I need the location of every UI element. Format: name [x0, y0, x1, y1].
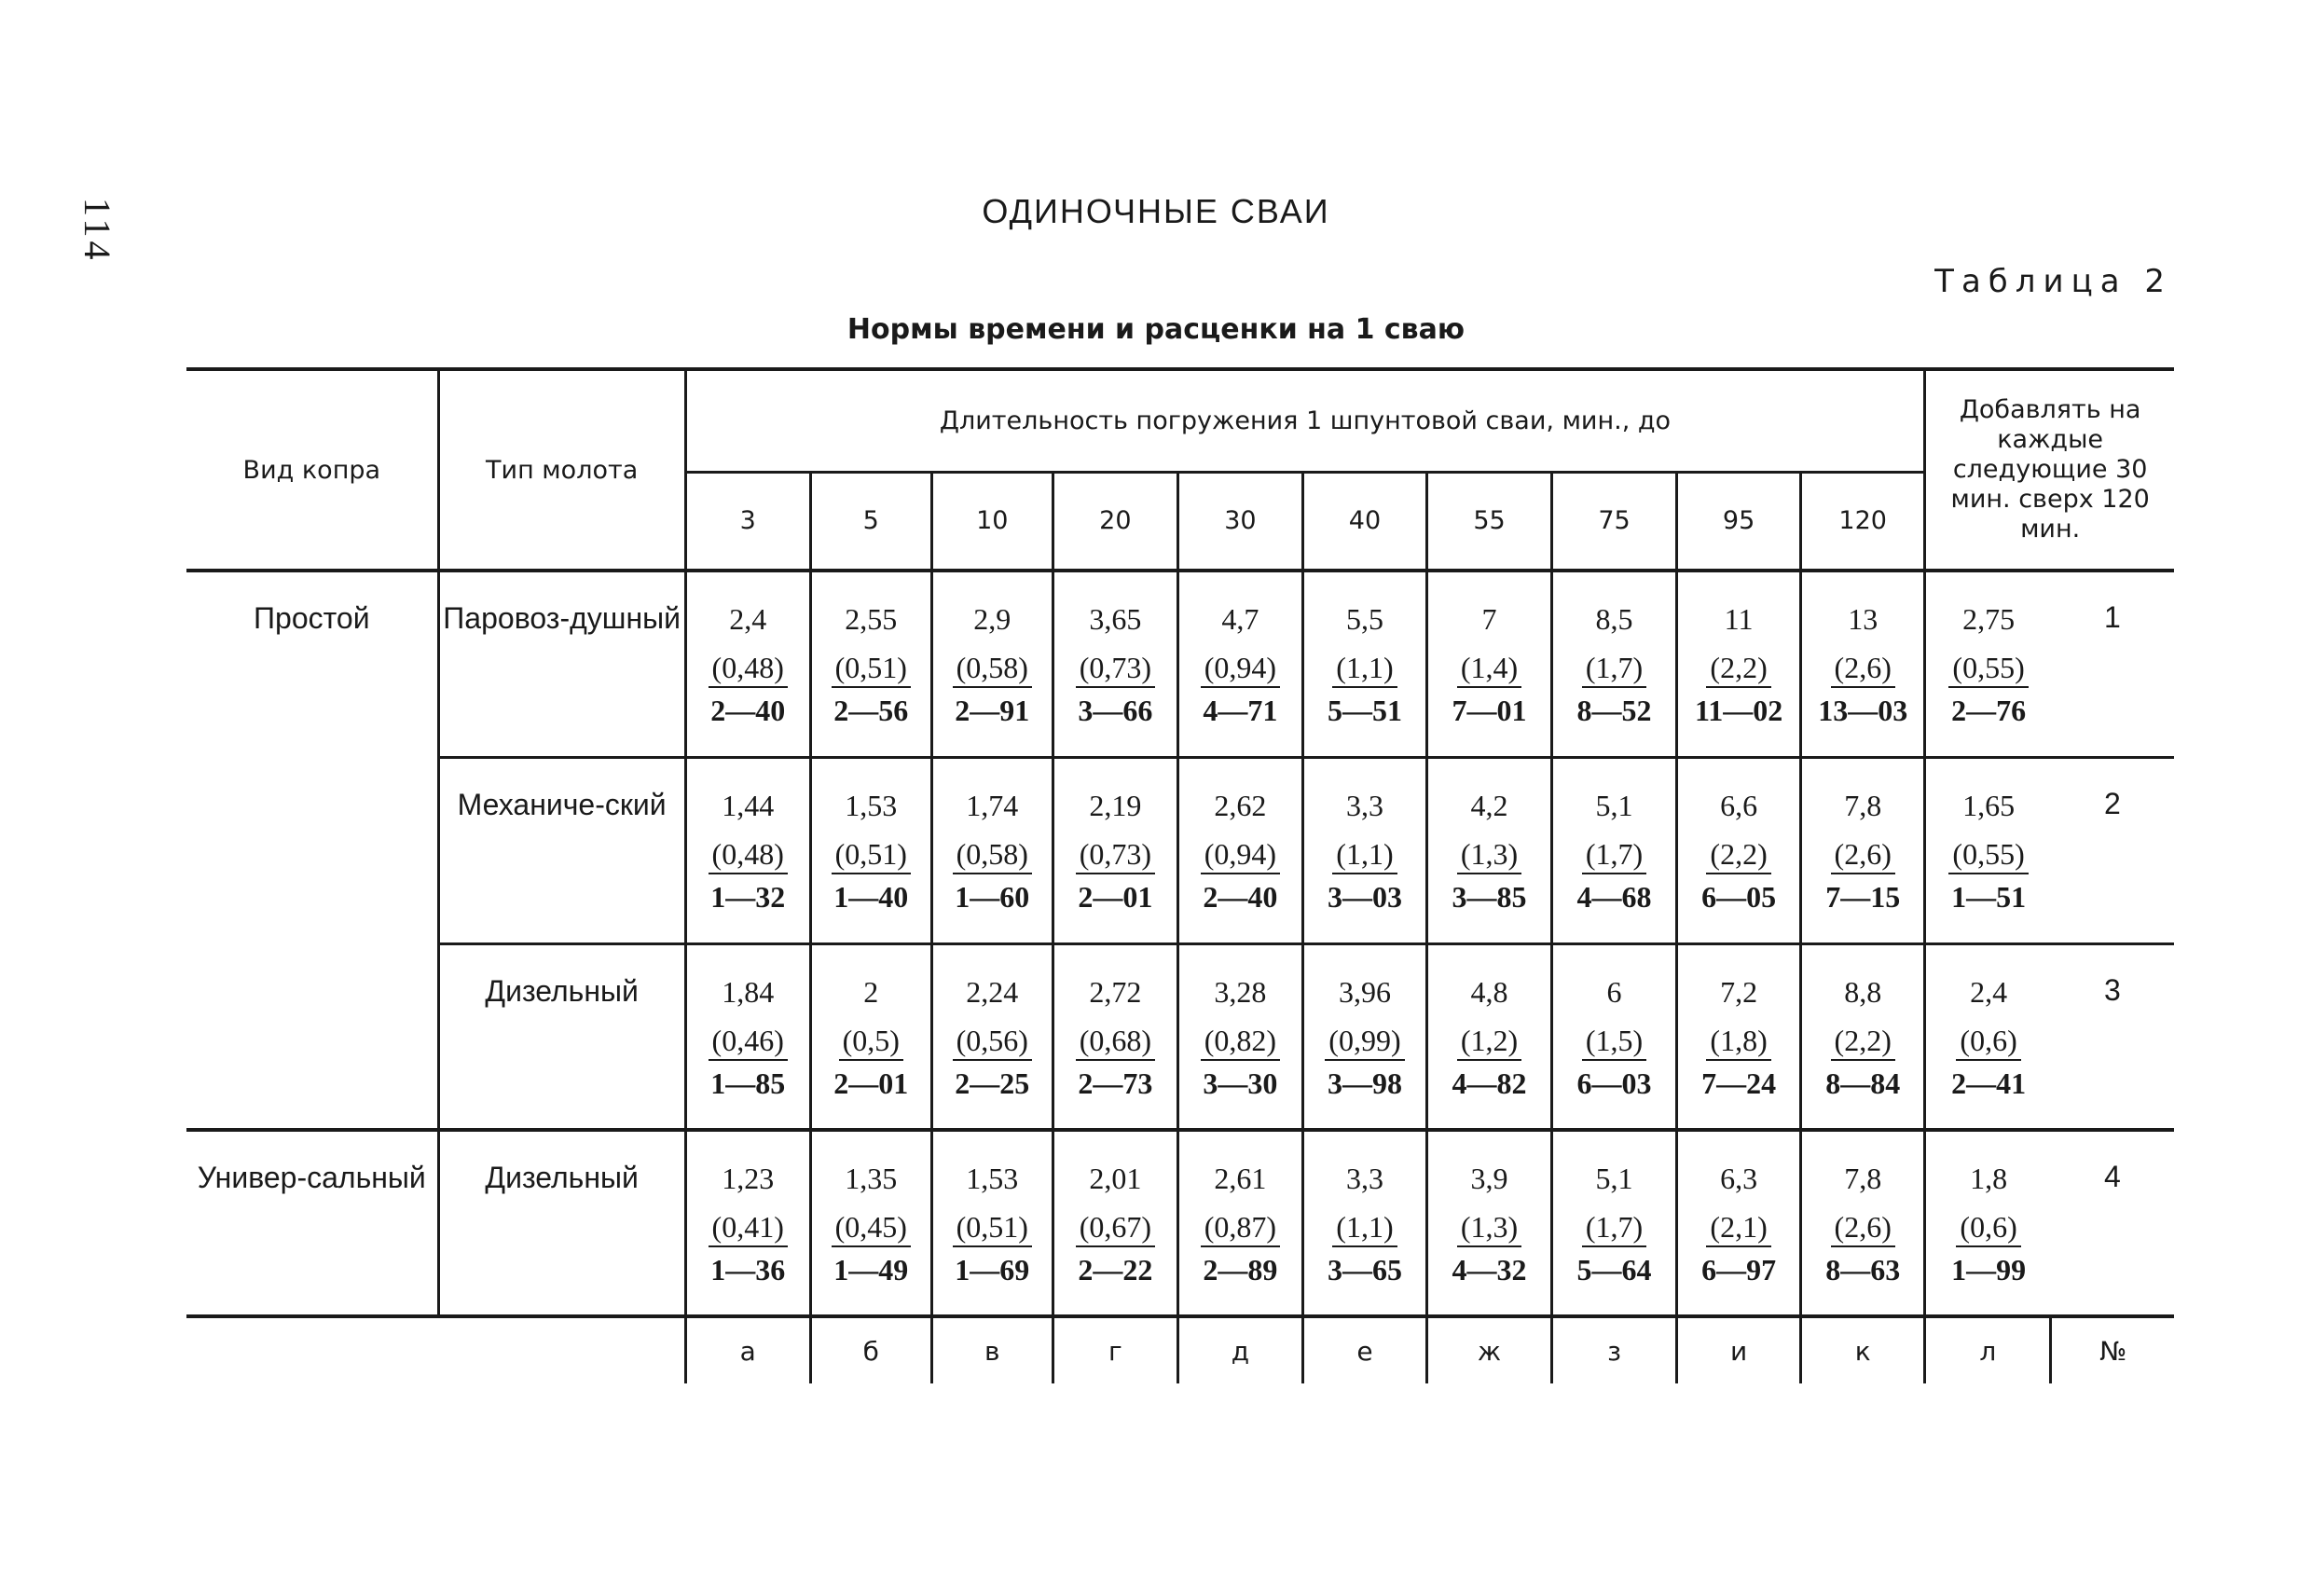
rate: 5—64	[1576, 1253, 1652, 1286]
rate: 6—97	[1701, 1253, 1777, 1286]
rate: 2—01	[833, 1066, 909, 1100]
time-norm: 3,96	[1338, 974, 1391, 1009]
time-norm: 2,61	[1214, 1162, 1267, 1195]
rate: 6—05	[1701, 879, 1777, 914]
norm-cell	[1677, 1130, 1801, 1316]
machinist-norm: (0,55)	[1948, 649, 2028, 688]
column-letter: е	[1302, 1316, 1426, 1383]
time-norm: 7,8	[1844, 788, 1882, 822]
time-norm: 4,7	[1221, 602, 1259, 636]
rate: 2—41	[1951, 1066, 2027, 1100]
rate: 7—24	[1701, 1066, 1777, 1100]
row-number: 1	[2051, 571, 2174, 757]
rate: 13—03	[1818, 694, 1908, 727]
time-norm: 2,4	[729, 602, 767, 636]
rate: 2—40	[1203, 879, 1278, 914]
rate: 2—73	[1078, 1066, 1153, 1100]
machinist-norm: (0,48)	[709, 649, 788, 688]
time-norm: 3,9	[1470, 1162, 1508, 1195]
rate: 4—82	[1452, 1066, 1527, 1100]
rate: 2—91	[955, 694, 1030, 727]
time-norm: 3,65	[1089, 602, 1142, 636]
time-norm: 5,5	[1345, 602, 1383, 636]
tip-molota-cell: Механиче-ский	[438, 757, 685, 943]
time-norm: 5,1	[1595, 788, 1633, 822]
machinist-norm: (0,58)	[953, 649, 1032, 688]
column-letter: и	[1677, 1316, 1801, 1383]
rate: 4—71	[1203, 694, 1278, 727]
time-norm: 2,4	[1970, 974, 2008, 1009]
rate: 3—98	[1327, 1066, 1402, 1100]
norm-cell	[1801, 943, 1925, 1130]
time-norm: 7,2	[1720, 974, 1758, 1009]
header-duration-20: 20	[1053, 472, 1177, 571]
header-add: Добавлять на каждые следующие 30 мин. сверх 120 мин.	[1925, 369, 2174, 571]
column-letter: б	[810, 1316, 931, 1383]
time-norm: 2,75	[1962, 602, 2016, 636]
time-norm: 3,3	[1345, 788, 1383, 822]
header-duration-10: 10	[931, 472, 1053, 571]
column-letter: в	[931, 1316, 1053, 1383]
header-duration-30: 30	[1177, 472, 1302, 571]
machinist-norm: (1,2)	[1457, 1022, 1521, 1061]
norm-cell	[1053, 943, 1177, 1130]
norm-cell	[1302, 943, 1426, 1130]
norm-cell	[931, 943, 1053, 1130]
tip-molota-cell: Дизельный	[438, 943, 685, 1130]
time-norm: 8,8	[1844, 974, 1882, 1009]
rate: 1—69	[955, 1253, 1030, 1286]
machinist-norm: (1,4)	[1457, 649, 1521, 688]
norm-cell	[1177, 943, 1302, 1130]
machinist-norm: (0,67)	[1076, 1208, 1155, 1247]
rate: 7—01	[1452, 694, 1527, 727]
norm-cell	[1801, 571, 1925, 757]
norm-cell	[931, 571, 1053, 757]
row-number: 4	[2104, 1160, 2121, 1193]
machinist-norm: (0,58)	[953, 835, 1032, 874]
machinist-norm: (2,2)	[1831, 1022, 1895, 1061]
rate: 1—36	[710, 1253, 786, 1286]
machinist-norm: (1,7)	[1582, 649, 1646, 688]
rate: 2—56	[833, 694, 909, 727]
header-vid-kopra: Вид копра	[186, 369, 438, 571]
machinist-norm: (0,41)	[709, 1208, 788, 1247]
norm-cell	[1302, 571, 1426, 757]
header-duration-5: 5	[810, 472, 931, 571]
table-row	[186, 571, 2174, 757]
page-heading: ОДИНОЧНЫЕ СВАИ	[982, 192, 1330, 230]
norms-table	[186, 367, 2174, 1383]
table-row	[186, 943, 2174, 1130]
norm-cell	[810, 1130, 931, 1316]
machinist-norm: (0,51)	[832, 649, 911, 688]
table-label: Таблица 2	[1934, 263, 2172, 300]
tip-molota-cell: Паровоз-душный	[438, 571, 685, 757]
time-norm: 7,8	[1844, 1162, 1882, 1195]
norm-cell	[1801, 1130, 1925, 1316]
column-letter: к	[1801, 1316, 1925, 1383]
time-norm: 3,3	[1345, 1162, 1383, 1195]
norm-cell	[931, 757, 1053, 943]
norm-cell	[685, 1130, 810, 1316]
time-norm: 2,62	[1214, 788, 1267, 822]
column-letter: а	[685, 1316, 810, 1383]
time-norm: 2	[863, 974, 879, 1009]
machinist-norm: (0,56)	[953, 1022, 1032, 1061]
norm-cell	[810, 571, 931, 757]
rate: 2—01	[1078, 879, 1153, 914]
time-norm: 4,8	[1470, 974, 1508, 1009]
machinist-norm: (1,5)	[1582, 1022, 1646, 1061]
time-norm: 1,23	[722, 1162, 775, 1195]
machinist-norm: (0,87)	[1201, 1208, 1280, 1247]
time-norm: 1,35	[845, 1162, 898, 1195]
rate: 5—51	[1327, 694, 1402, 727]
column-letter: №	[2051, 1316, 2174, 1383]
machinist-norm: (2,6)	[1831, 649, 1895, 688]
time-norm: 5,1	[1595, 1162, 1633, 1195]
norm-cell	[1177, 757, 1302, 943]
time-norm: 11	[1724, 602, 1754, 636]
time-norm: 6,6	[1720, 788, 1758, 822]
machinist-norm: (2,1)	[1706, 1208, 1770, 1247]
norm-cell	[1302, 1130, 1426, 1316]
rate: 2—89	[1203, 1253, 1278, 1286]
header-duration-120: 120	[1801, 472, 1925, 571]
time-norm: 1,44	[722, 788, 775, 822]
column-letter: з	[1552, 1316, 1677, 1383]
time-norm: 13	[1848, 602, 1878, 636]
norm-cell	[1053, 571, 1177, 757]
row-number: 2	[2051, 757, 2174, 943]
tip-molota-cell: Дизельный	[438, 1130, 685, 1316]
time-norm: 1,74	[966, 788, 1019, 822]
machinist-norm: (1,3)	[1457, 835, 1521, 874]
norm-cell	[1552, 757, 1677, 943]
time-norm: 6,3	[1720, 1162, 1758, 1195]
time-norm: 1,53	[966, 1162, 1019, 1195]
machinist-norm: (0,5)	[839, 1022, 903, 1061]
norm-cell	[1426, 1130, 1551, 1316]
machinist-norm: (0,94)	[1201, 835, 1280, 874]
header-duration: Длительность погружения 1 шпунтовой сваи, мин., до	[685, 369, 1925, 472]
norm-cell	[1925, 571, 2051, 757]
machinist-norm: (0,48)	[709, 835, 788, 874]
rate: 1—85	[710, 1066, 786, 1100]
column-letter: г	[1053, 1316, 1177, 1383]
time-norm: 2,72	[1089, 974, 1142, 1009]
norm-cell	[1925, 1130, 2051, 1316]
machinist-norm: (0,51)	[953, 1208, 1032, 1247]
time-norm: 8,5	[1595, 602, 1633, 636]
rate: 8—84	[1825, 1066, 1901, 1100]
norm-cell	[1552, 571, 1677, 757]
norm-cell	[810, 943, 931, 1130]
norm-cell	[1426, 943, 1551, 1130]
norm-cell	[1053, 1130, 1177, 1316]
rate: 2—25	[955, 1066, 1030, 1100]
norm-cell	[1677, 757, 1801, 943]
vid-kopra-cell: Универ-сальный	[197, 1161, 426, 1194]
rate: 1—60	[955, 879, 1030, 914]
machinist-norm: (0,46)	[709, 1022, 788, 1061]
machinist-norm: (0,45)	[832, 1208, 911, 1247]
rate: 2—76	[1951, 694, 2027, 727]
rate: 3—85	[1452, 879, 1527, 914]
machinist-norm: (1,8)	[1706, 1022, 1770, 1061]
time-norm: 7	[1481, 602, 1497, 636]
norm-cell	[1677, 943, 1801, 1130]
header-duration-95: 95	[1677, 472, 1801, 571]
column-letter: ж	[1426, 1316, 1551, 1383]
time-norm: 2,01	[1089, 1162, 1142, 1195]
machinist-norm: (1,1)	[1332, 649, 1397, 688]
rate: 3—65	[1327, 1253, 1402, 1286]
norm-cell	[685, 943, 810, 1130]
norm-cell	[810, 757, 931, 943]
rate: 4—32	[1452, 1253, 1527, 1286]
norm-cell	[1552, 943, 1677, 1130]
header-duration-75: 75	[1552, 472, 1677, 571]
machinist-norm: (0,55)	[1948, 835, 2028, 874]
table-row	[186, 1130, 2174, 1316]
time-norm: 2,9	[973, 602, 1012, 636]
time-norm: 6	[1606, 974, 1622, 1009]
vid-kopra-cell: Простой	[186, 571, 438, 1130]
header-duration-55: 55	[1426, 472, 1551, 571]
time-norm: 2,55	[845, 602, 898, 636]
machinist-norm: (1,1)	[1332, 1208, 1397, 1247]
table-row	[186, 757, 2174, 943]
machinist-norm: (0,73)	[1076, 649, 1155, 688]
row-number: 3	[2051, 943, 2174, 1130]
machinist-norm: (0,51)	[832, 835, 911, 874]
norm-cell	[685, 571, 810, 757]
machinist-norm: (2,6)	[1831, 1208, 1895, 1247]
header-duration-3: 3	[685, 472, 810, 571]
norm-cell	[1426, 571, 1551, 757]
machinist-norm: (0,6)	[1956, 1022, 2020, 1061]
machinist-norm: (2,6)	[1831, 835, 1895, 874]
time-norm: 2,19	[1089, 788, 1142, 822]
column-letter: л	[1925, 1316, 2051, 1383]
rate: 3—66	[1078, 694, 1153, 727]
page-number: 114	[76, 198, 118, 264]
rate: 11—02	[1694, 694, 1783, 727]
norm-cell	[1177, 571, 1302, 757]
norm-cell	[685, 757, 810, 943]
rate: 1—40	[833, 879, 909, 914]
rate: 3—30	[1203, 1066, 1278, 1100]
norm-cell	[1677, 571, 1801, 757]
machinist-norm: (0,94)	[1201, 649, 1280, 688]
machinist-norm: (1,7)	[1582, 1208, 1646, 1247]
machinist-norm: (0,82)	[1201, 1022, 1280, 1061]
column-letter: д	[1177, 1316, 1302, 1383]
time-norm: 4,2	[1470, 788, 1508, 822]
machinist-norm: (0,6)	[1956, 1208, 2020, 1247]
rate: 3—03	[1327, 879, 1402, 914]
machinist-norm: (1,1)	[1332, 835, 1397, 874]
norm-cell	[1177, 1130, 1302, 1316]
time-norm: 3,28	[1214, 974, 1267, 1009]
time-norm: 2,24	[966, 974, 1019, 1009]
rate: 8—63	[1825, 1253, 1901, 1286]
machinist-norm: (2,2)	[1706, 649, 1770, 688]
time-norm: 1,84	[722, 974, 775, 1009]
norm-cell	[1053, 757, 1177, 943]
rate: 8—52	[1576, 694, 1652, 727]
machinist-norm: (2,2)	[1706, 835, 1770, 874]
table-caption: Нормы времени и расценки на 1 сваю	[846, 313, 1466, 346]
rate: 1—49	[833, 1253, 909, 1286]
machinist-norm: (1,3)	[1457, 1208, 1521, 1247]
rate: 4—68	[1576, 879, 1652, 914]
machinist-norm: (0,68)	[1076, 1022, 1155, 1061]
norm-cell	[1426, 757, 1551, 943]
rate: 1—51	[1951, 879, 2027, 914]
rate: 7—15	[1825, 879, 1901, 914]
time-norm: 1,8	[1970, 1162, 2008, 1195]
header-tip-molota: Тип молота	[438, 369, 685, 571]
rate: 1—99	[1951, 1253, 2027, 1286]
time-norm: 1,65	[1962, 788, 2016, 822]
norm-cell	[1925, 757, 2051, 943]
machinist-norm: (0,73)	[1076, 835, 1155, 874]
rate: 1—32	[710, 879, 786, 914]
norm-cell	[1302, 757, 1426, 943]
norm-cell	[1925, 943, 2051, 1130]
machinist-norm: (0,99)	[1325, 1022, 1404, 1061]
time-norm: 1,53	[845, 788, 898, 822]
norm-cell	[931, 1130, 1053, 1316]
norm-cell	[1552, 1130, 1677, 1316]
norm-cell	[1801, 757, 1925, 943]
rate: 2—40	[710, 694, 786, 727]
rate: 6—03	[1576, 1066, 1652, 1100]
rate: 2—22	[1078, 1253, 1153, 1286]
header-duration-40: 40	[1302, 472, 1426, 571]
machinist-norm: (1,7)	[1582, 835, 1646, 874]
